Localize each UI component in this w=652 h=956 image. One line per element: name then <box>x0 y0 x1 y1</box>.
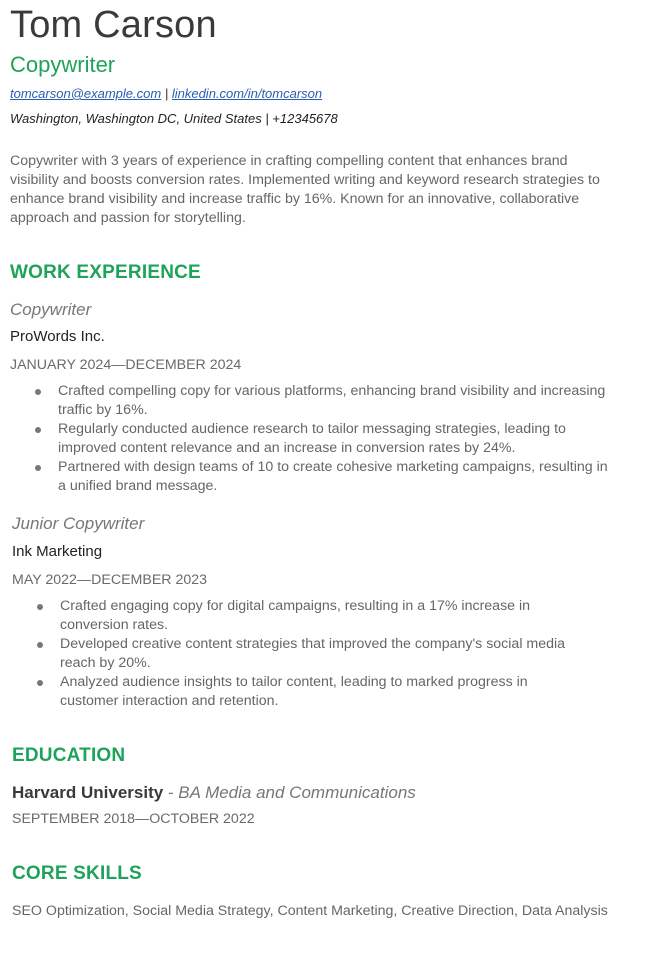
link-separator: | <box>164 86 169 101</box>
education-entry <box>12 783 416 803</box>
job-dates: JANUARY 2024—DECEMBER 2024 <box>10 357 242 373</box>
job-bullet: Developed creative content strategies that improved the company's social media reach by 20%. <box>12 635 587 673</box>
education-dates: SEPTEMBER 2018—OCTOBER 2022 <box>12 811 255 827</box>
work-experience-heading: WORK EXPERIENCE <box>10 262 201 283</box>
linkedin-link[interactable]: linkedin.com/in/tomcarson <box>171 86 323 101</box>
job-bullet-list <box>10 382 610 496</box>
job-company: ProWords Inc. <box>10 328 105 345</box>
candidate-name: Tom Carson <box>10 4 217 46</box>
core-skills-heading: CORE SKILLS <box>12 863 142 884</box>
core-skills-list: SEO Optimization, Social Media Strategy, Content Marketing, Creative Direction, Data Analysis <box>12 903 608 919</box>
job-bullet-list <box>12 597 587 711</box>
job-title: Copywriter <box>10 300 92 319</box>
job-bullet: Analyzed audience insights to tailor content, leading to marked progress in customer interaction and retention. <box>12 673 587 711</box>
degree-separator: - <box>163 783 179 802</box>
job-company: Ink Marketing <box>12 543 103 560</box>
candidate-role: Copywriter <box>10 52 116 77</box>
contact-details: Washington, Washington DC, United States | +12345678 <box>10 111 338 126</box>
job-bullet: Regularly conducted audience research to tailor messaging strategies, leading to improved content relevance and an increase in conversion rates by 24%. <box>10 420 610 458</box>
job-title: Junior Copywriter <box>12 514 145 533</box>
contact-links <box>10 86 322 101</box>
professional-summary: Copywriter with 3 years of experience in crafting compelling content that enhances brand visibility and boosts conversion rates. Implemented writing and keyword research strategies to enhance brand visibility and increase traffic by 16%. Known for an innovative, collaborative approach and passion for storytelling. <box>10 153 600 226</box>
school-name: Harvard University <box>12 783 164 802</box>
job-bullet: Crafted compelling copy for various platforms, enhancing brand visibility and increasing traffic by 16%. <box>10 382 610 420</box>
job-bullet: Partnered with design teams of 10 to create cohesive marketing campaigns, resulting in a unified brand message. <box>10 458 610 496</box>
degree-name: BA Media and Communications <box>178 783 416 802</box>
job-bullet: Crafted engaging copy for digital campaigns, resulting in a 17% increase in conversion rates. <box>12 597 587 635</box>
education-heading: EDUCATION <box>12 745 126 766</box>
job-dates: MAY 2022—DECEMBER 2023 <box>12 572 208 588</box>
email-link[interactable]: tomcarson@example.com <box>10 86 162 101</box>
